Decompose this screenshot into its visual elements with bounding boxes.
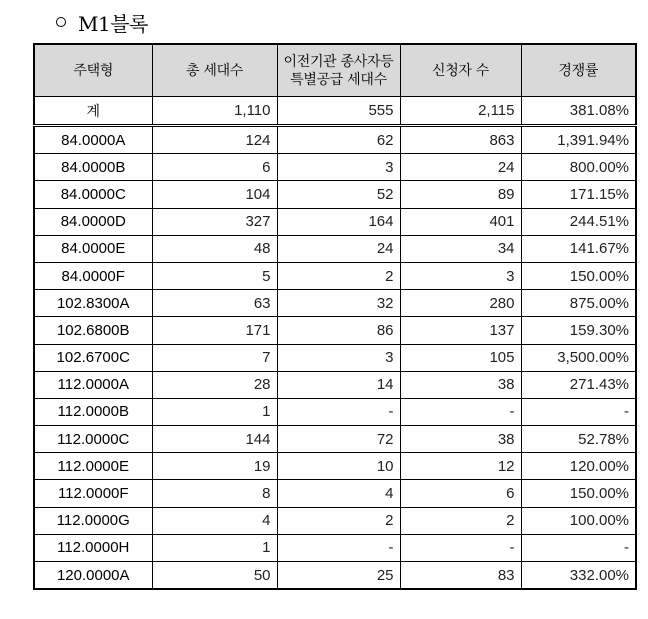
cell-total-units: 327 <box>152 208 277 235</box>
cell-competition-rate: 52.78% <box>521 426 636 453</box>
cell-special-units: 555 <box>277 97 400 126</box>
table-row <box>34 154 636 181</box>
cell-applicants: 863 <box>400 126 521 154</box>
cell-applicants: 38 <box>400 371 521 398</box>
cell-total-units: 124 <box>152 126 277 154</box>
cell-applicants: 2 <box>400 507 521 534</box>
cell-competition-rate: 244.51% <box>521 208 636 235</box>
cell-competition-rate: 150.00% <box>521 262 636 289</box>
cell-competition-rate: 159.30% <box>521 317 636 344</box>
cell-special-units: 24 <box>277 235 400 262</box>
cell-competition-rate: 271.43% <box>521 371 636 398</box>
cell-applicants: 401 <box>400 208 521 235</box>
cell-competition-rate: 3,500.00% <box>521 344 636 371</box>
table-row <box>34 453 636 480</box>
cell-competition-rate: 381.08% <box>521 97 636 126</box>
cell-applicants: 38 <box>400 426 521 453</box>
cell-applicants: 2,115 <box>400 97 521 126</box>
cell-housing-type: 84.0000E <box>34 235 152 262</box>
table-header-row <box>34 44 636 97</box>
cell-special-units: 14 <box>277 371 400 398</box>
cell-special-units: 3 <box>277 154 400 181</box>
header-special-supply-units: 이전기관 종사자등 특별공급 세대수 <box>277 44 400 97</box>
table-row <box>34 371 636 398</box>
cell-competition-rate: - <box>521 398 636 425</box>
table-row <box>34 126 636 154</box>
cell-applicants: 34 <box>400 235 521 262</box>
cell-total-units: 19 <box>152 453 277 480</box>
table-row <box>34 534 636 561</box>
cell-total-units: 50 <box>152 562 277 590</box>
cell-special-units: - <box>277 398 400 425</box>
cell-housing-type: 102.6800B <box>34 317 152 344</box>
cell-applicants: 89 <box>400 181 521 208</box>
section-title: M1블록 <box>78 11 148 36</box>
cell-special-units: 10 <box>277 453 400 480</box>
cell-applicants: 280 <box>400 290 521 317</box>
table-row <box>34 208 636 235</box>
table-row-total <box>34 97 636 126</box>
table-row <box>34 398 636 425</box>
cell-competition-rate: 875.00% <box>521 290 636 317</box>
cell-competition-rate: 100.00% <box>521 507 636 534</box>
table-row <box>34 181 636 208</box>
cell-housing-type: 120.0000A <box>34 562 152 590</box>
table-row <box>34 317 636 344</box>
cell-applicants: - <box>400 398 521 425</box>
cell-housing-type: 112.0000F <box>34 480 152 507</box>
cell-special-units: 86 <box>277 317 400 344</box>
cell-applicants: - <box>400 534 521 561</box>
table-row <box>34 480 636 507</box>
table-row <box>34 344 636 371</box>
header-total-units: 총 세대수 <box>152 44 277 97</box>
cell-competition-rate: - <box>521 534 636 561</box>
cell-housing-type: 84.0000B <box>34 154 152 181</box>
cell-competition-rate: 141.67% <box>521 235 636 262</box>
circle-bullet-icon <box>56 17 66 27</box>
header-competition-rate: 경쟁률 <box>521 44 636 97</box>
cell-housing-type: 84.0000A <box>34 126 152 154</box>
cell-total-units: 5 <box>152 262 277 289</box>
cell-total-units: 1 <box>152 398 277 425</box>
section-heading <box>56 9 148 35</box>
cell-total-units: 63 <box>152 290 277 317</box>
cell-competition-rate: 332.00% <box>521 562 636 590</box>
cell-total-units: 28 <box>152 371 277 398</box>
cell-total-units: 144 <box>152 426 277 453</box>
cell-housing-type: 102.6700C <box>34 344 152 371</box>
cell-special-units: 72 <box>277 426 400 453</box>
cell-applicants: 83 <box>400 562 521 590</box>
cell-housing-type: 84.0000C <box>34 181 152 208</box>
cell-applicants: 6 <box>400 480 521 507</box>
cell-special-units: - <box>277 534 400 561</box>
cell-special-units: 164 <box>277 208 400 235</box>
cell-special-units: 2 <box>277 507 400 534</box>
table-row <box>34 262 636 289</box>
cell-competition-rate: 150.00% <box>521 480 636 507</box>
cell-housing-type: 84.0000F <box>34 262 152 289</box>
cell-competition-rate: 120.00% <box>521 453 636 480</box>
cell-competition-rate: 171.15% <box>521 181 636 208</box>
cell-total-units: 7 <box>152 344 277 371</box>
header-housing-type: 주택형 <box>34 44 152 97</box>
cell-special-units: 62 <box>277 126 400 154</box>
competition-rate-table <box>33 43 637 590</box>
cell-total-units: 1 <box>152 534 277 561</box>
cell-total-units: 1,110 <box>152 97 277 126</box>
cell-total-units: 6 <box>152 154 277 181</box>
table-row <box>34 235 636 262</box>
cell-total-units: 48 <box>152 235 277 262</box>
cell-housing-type: 112.0000C <box>34 426 152 453</box>
cell-housing-type: 84.0000D <box>34 208 152 235</box>
table-row <box>34 562 636 590</box>
cell-total-units: 4 <box>152 507 277 534</box>
cell-applicants: 137 <box>400 317 521 344</box>
cell-special-units: 3 <box>277 344 400 371</box>
cell-housing-type: 112.0000A <box>34 371 152 398</box>
cell-housing-type: 계 <box>34 97 152 126</box>
cell-applicants: 105 <box>400 344 521 371</box>
table-row <box>34 507 636 534</box>
cell-housing-type: 112.0000E <box>34 453 152 480</box>
cell-housing-type: 112.0000B <box>34 398 152 425</box>
cell-housing-type: 112.0000G <box>34 507 152 534</box>
cell-housing-type: 112.0000H <box>34 534 152 561</box>
cell-special-units: 52 <box>277 181 400 208</box>
cell-total-units: 104 <box>152 181 277 208</box>
header-applicants: 신청자 수 <box>400 44 521 97</box>
cell-total-units: 171 <box>152 317 277 344</box>
cell-total-units: 8 <box>152 480 277 507</box>
cell-applicants: 12 <box>400 453 521 480</box>
cell-special-units: 4 <box>277 480 400 507</box>
cell-applicants: 3 <box>400 262 521 289</box>
cell-housing-type: 102.8300A <box>34 290 152 317</box>
cell-special-units: 25 <box>277 562 400 590</box>
cell-applicants: 24 <box>400 154 521 181</box>
cell-special-units: 2 <box>277 262 400 289</box>
table-row <box>34 426 636 453</box>
table-row <box>34 290 636 317</box>
table-body <box>34 97 636 590</box>
cell-competition-rate: 800.00% <box>521 154 636 181</box>
cell-competition-rate: 1,391.94% <box>521 126 636 154</box>
cell-special-units: 32 <box>277 290 400 317</box>
